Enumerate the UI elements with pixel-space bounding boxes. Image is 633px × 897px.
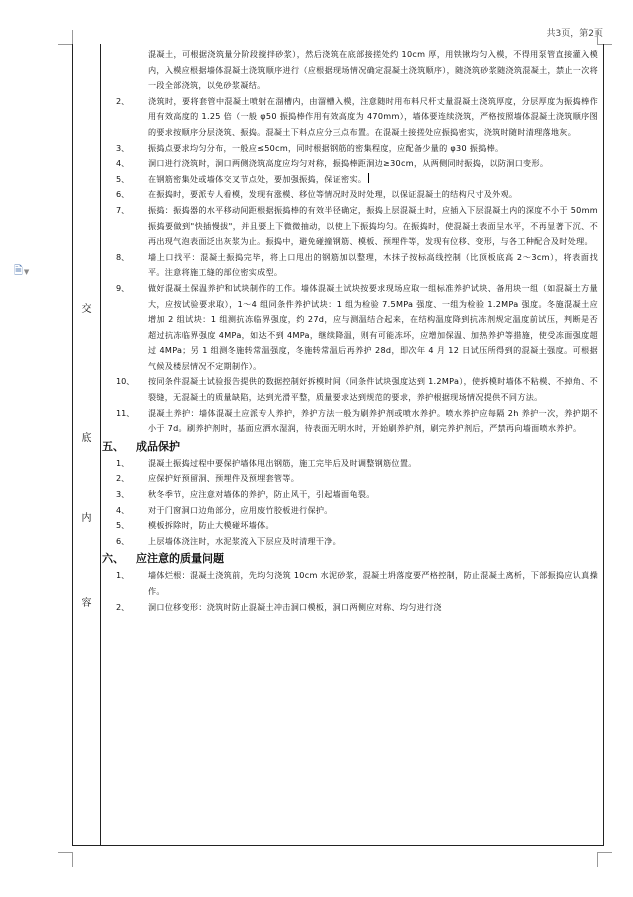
- side-label-char: 底: [81, 433, 92, 444]
- list-item: 4、 对于门窗洞口边角部分，应用废竹胶板进行保护。: [116, 504, 333, 515]
- crop-mark-bottom-left: [58, 852, 73, 867]
- list-item: 10、 按同条件混凝土试验报告提供的数据控制好拆模时间（同条件试块强度达到 1.2MPa），使拆模时墙体不粘模、不掉角、不裂缝，无混凝土的质量缺陷，达到光滑平整，质量要求达到规范的要求，养护根据现场情况提供不同方法。: [116, 376, 598, 403]
- side-label-char: 交: [81, 304, 92, 315]
- list-item: 3、 振捣点要求均匀分布，一般应≤50cm，同时根据钢筋的密集程度，应配备少量的 φ30 振捣棒。: [116, 142, 504, 153]
- document-icon[interactable]: 🗎▼: [14, 264, 30, 277]
- paragraph-continuation: 混凝土，可根据浇筑量分阶段搅拌砂浆），然后浇筑在底部接搓处约 10cm 厚，用铁锹均匀入模，不得用泵管直接灌入模内，入模应根据墙体混凝土浇筑顺序进行（应根据现场情况确定混凝土浇筑顺序），随浇筑砂浆随浇筑混凝土，禁止一次将一段全部浇筑，以免砂浆凝结。: [148, 49, 598, 91]
- document-body[interactable]: [102, 47, 598, 615]
- section6-list: [108, 568, 598, 615]
- column-divider: [100, 44, 101, 845]
- section5-list: [108, 456, 598, 550]
- section-heading-quality-issues: 六、 应注意的质量问题: [102, 552, 224, 566]
- list-item: 6、 在振捣时，要派专人看模，发现有涨模、移位等情况时及时处理，以保证混凝土的结构尺寸及外观。: [116, 189, 518, 200]
- list-item: 1、 混凝土振捣过程中要保护墙体甩出钢筋，施工完毕后及时调整钢筋位置。: [116, 457, 417, 468]
- list-item: 2、 洞口位移变形：浇筑时防止混凝土冲击洞口模板，洞口两侧应对称、均匀进行浇: [116, 601, 442, 612]
- list-item: 8、 墙上口找平：混凝土振捣完毕，将上口甩出的钢筋加以整理，木抹子按标高线控制（比顶板底高 2～3cm），将表面找平。注意将施工缝的部位密实成型。: [116, 251, 598, 278]
- crop-mark-top-left: [58, 30, 73, 45]
- list-item: 4、 洞口进行浇筑时，洞口两侧浇筑高度应均匀对称，振捣棒距洞边≥30cm，从两侧同时振捣，以防洞口变形。: [116, 158, 549, 169]
- page-number-header: 共3页，第2页: [546, 29, 603, 39]
- list-item: 9、 做好混凝土保温养护和试块制作的工作。墙体混凝土试块按要求现场应取一组标准养护试块、备用块一组（如混凝土方量大，应按试验要求取），1～4 组同条件养护试块：1 组为检验 7.5MPa 强度、一组为检验 1.2MPa 强度。冬施混凝土应增加 2 组试块：1 组测抗冻临界强度，约 27d，应与测温结合起来，在结构温度降到抗冻剂规定温度前试压，判断是否超过抗冻临界强度 4MPa，如达不到 4MPa，继续降温，则有可能冻坏，应增加保温、加热养护等措施，使受冻面强度超过 4MPa；另 1 组测冬施转常温强度，冬施转常温后再养护 28d，即次年 4 月 12 日试压所得到的混凝土强度。可根据气候及楼层情况不定期制作）。: [116, 282, 598, 371]
- list-item: 7、 振捣：振捣器的水平移动间距根据振捣棒的有效半径确定，振捣上层混凝土时，应插入下层混凝土内的深度不小于 50mm 振捣要做到"快插慢拔"，并且要上下微微抽动，以使上下振捣均匀。在振捣时，使混凝土表面呈水平，不再显著下沉、不再出现气泡表面泛出灰浆为止。振捣中，避免碰撞钢筋、模板、预埋件等，发现有位移、变形，与各工种配合及时处理。: [116, 204, 598, 247]
- table-frame: [72, 44, 604, 846]
- list-item: 5、 在钢筋密集处或墙体交叉节点处，要加强振捣，保证密实。: [108, 172, 598, 188]
- list-item: 6、 上层墙体浇注时，水泥浆流入下层应及时清理干净。: [116, 535, 342, 546]
- list-item: 11、 混凝土养护：墙体混凝土应派专人养护，养护方法一般为刷养护剂或喷水养护。喷水养护应每隔 2h 养护一次，养护期不小于 7d。刷养护剂时，基面应洒水湿润，待表面无明水时，开始刷养护剂，刷完养护剂后，严禁再向墙面喷水养护。: [116, 407, 598, 434]
- list-item: 3、 秋冬季节，应注意对墙体的养护，防止风干，引起墙面龟裂。: [116, 489, 375, 500]
- list-item: 5、 模板拆除时，防止大模碰坏墙体。: [116, 520, 274, 531]
- side-label-char: 容: [81, 598, 92, 609]
- dropdown-arrow-icon[interactable]: ▼: [23, 268, 30, 276]
- list-item: 2、 浇筑时，要将套管中混凝土喷射在溜槽内，由溜槽入模，注意随时用布料尺杆丈量混凝土浇筑厚度，分层厚度为振捣棒作用有效高度的 1.25 倍（一般 φ50 振捣棒作用有效高度为 470mm），墙体要连续浇筑，严格按照墙体混凝土浇筑顺序图的要求按顺序分层浇筑、振捣。混凝土下料点应分三点布置。在混凝土接搓处应振捣密实，浇筑时随时清理落地灰。: [116, 95, 598, 137]
- side-label-char: 内: [81, 513, 92, 524]
- section-heading-product-protection: 五、 成品保护: [102, 439, 180, 453]
- crop-mark-top-right: [597, 30, 612, 45]
- list-item: 2、 应保护好预留洞、预埋件及预埋套管等。: [116, 473, 300, 484]
- crop-mark-bottom-right: [597, 852, 612, 867]
- text-cursor: [368, 173, 369, 183]
- items-list: [108, 94, 598, 437]
- list-item: 1、 墙体烂根：混凝土浇筑前，先均匀浇筑 10cm 水泥砂浆，混凝土坍落度要严格控制，防止混凝土离析，下部振捣应认真操作。: [116, 570, 598, 596]
